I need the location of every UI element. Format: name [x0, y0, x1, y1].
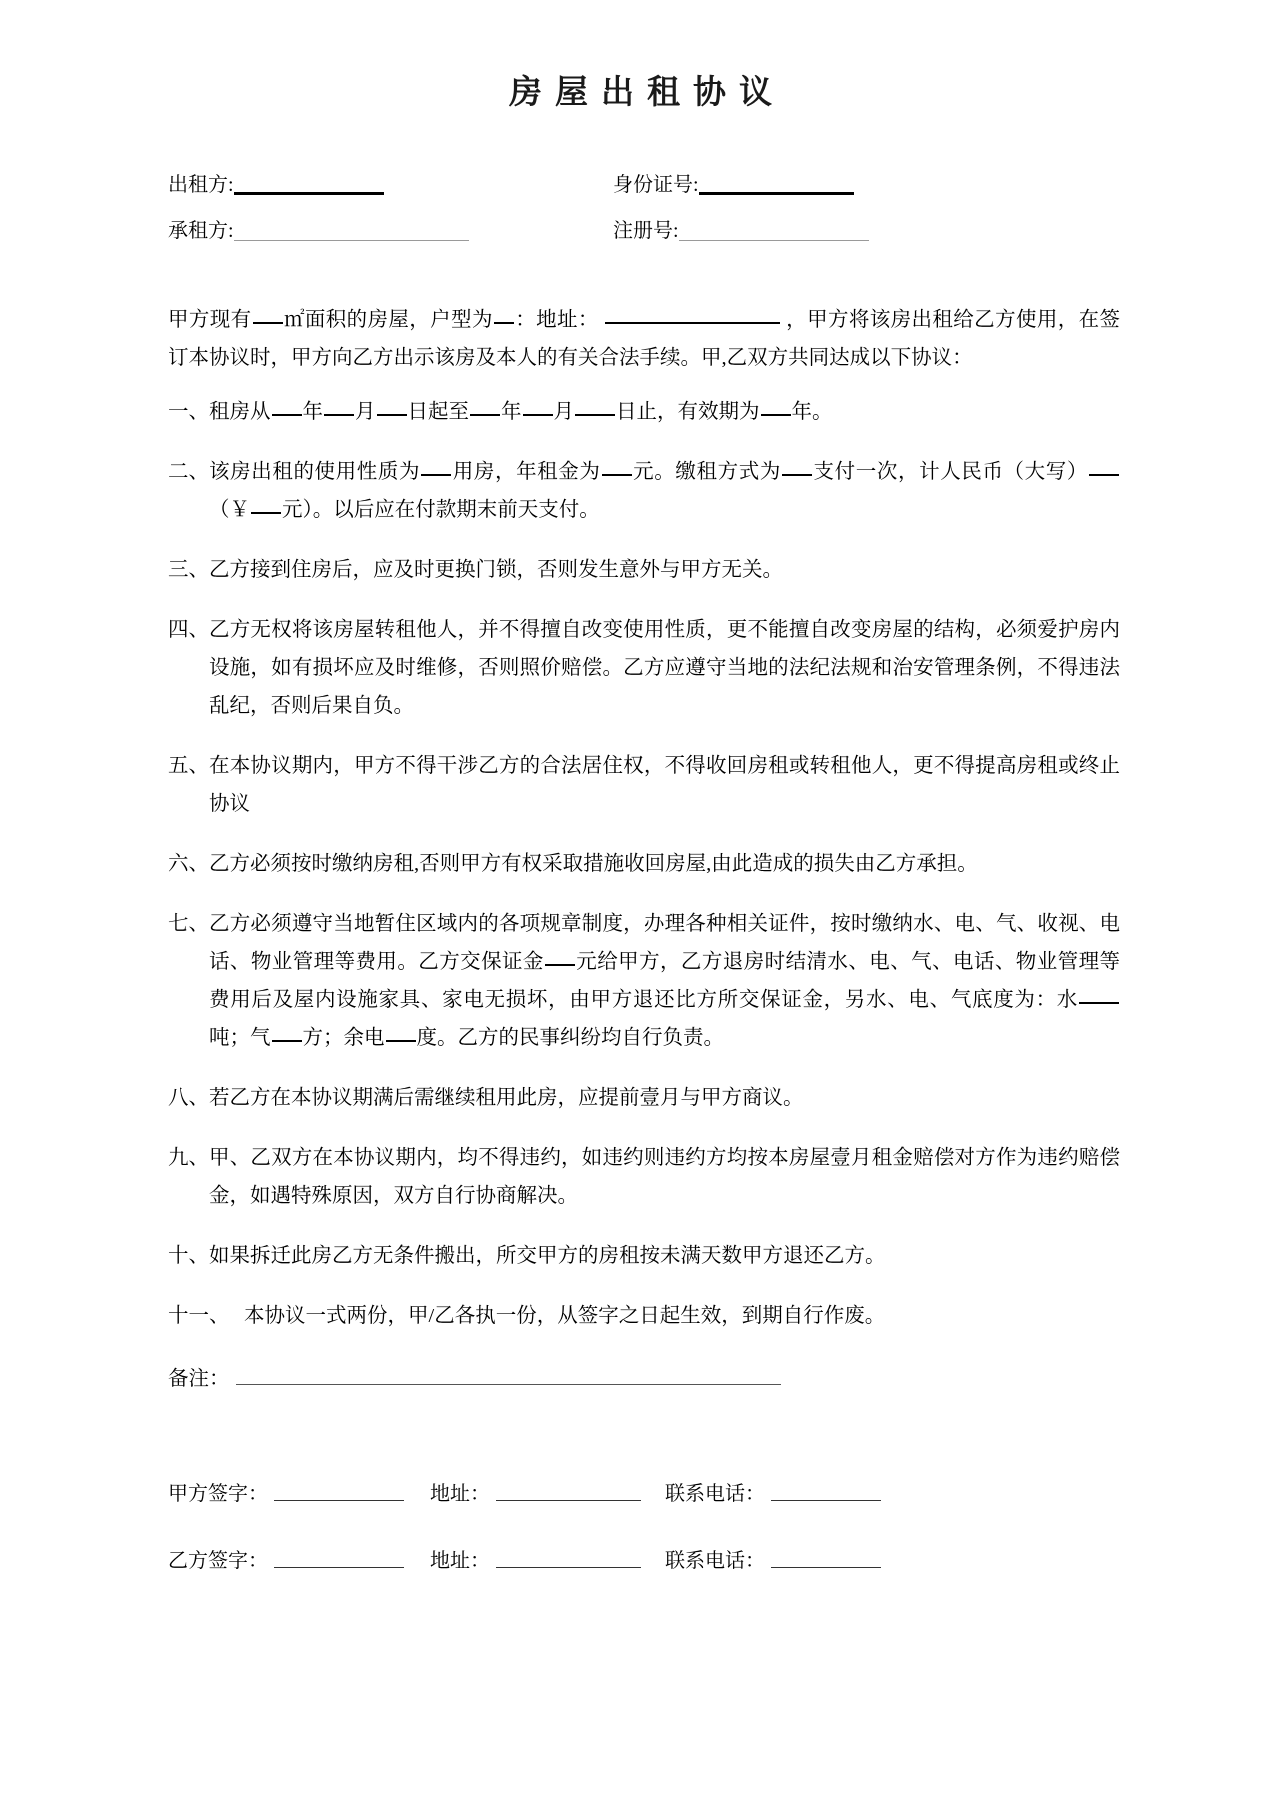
clause-text: 吨；气 — [209, 1027, 271, 1049]
gas-meter-blank[interactable] — [272, 1040, 302, 1042]
clause-number: 九、 — [168, 1147, 209, 1169]
party-a-phone-label: 联系电话： — [665, 1483, 765, 1505]
lessor-input-rule[interactable] — [234, 191, 384, 195]
clause-body — [209, 905, 1120, 1057]
party-a-phone-field — [665, 1477, 881, 1506]
payment-method-blank[interactable] — [782, 474, 812, 476]
party-b-address-rule[interactable] — [496, 1566, 641, 1568]
clause-body: 若乙方在本协议期满后需继续租用此房，应提前壹月与甲方商议。 — [209, 1087, 804, 1109]
lessor-label: 出租方: — [168, 174, 234, 196]
party-b-signature-label: 乙方签字： — [168, 1550, 268, 1572]
clause-item-1 — [168, 393, 1120, 431]
clause-number: 七、 — [168, 913, 209, 935]
clause-text: 元给甲方，乙方退房时结清水、电、气、电话、物业管理等费用后及屋内设施家具、家电无损坏，由甲方退还比方所交保证金，另水、电、气底度为：水 — [209, 951, 1121, 1011]
party-b-signature-field — [168, 1544, 430, 1573]
clause-item-3 — [168, 551, 1120, 589]
document-content — [0, 175, 1280, 1573]
registration-number-label: 注册号: — [613, 220, 679, 242]
clause-text: 年 — [501, 401, 522, 423]
clause-number: 八、 — [168, 1087, 209, 1109]
party-b-phone-label: 联系电话： — [665, 1550, 765, 1572]
clause-item-4 — [168, 611, 1120, 725]
party-b-signature-rule[interactable] — [274, 1566, 404, 1568]
clause-text: 该房出租的使用性质为 — [209, 461, 421, 483]
clause-body: 在本协议期内，甲方不得干涉乙方的合法居住权，不得收回房租或转租他人，更不得提高房租或终止协议 — [209, 755, 1120, 815]
end-year-blank[interactable] — [470, 414, 500, 416]
party-b-phone-field — [665, 1544, 881, 1573]
party-info-block — [168, 175, 1120, 241]
clause-item-5 — [168, 747, 1120, 823]
intro-segment-2: ㎡面积的房屋，户型为 — [283, 309, 493, 331]
clause-text: 乙方必须遵守当地暂住区域内的各项规章制度，办理各种相关证件，按时缴纳水、电、气、收视、电话、物业管理等费用。乙方交保证金 — [209, 913, 1120, 973]
clause-number: 十、 — [168, 1245, 209, 1267]
clause-number: 一、 — [168, 401, 209, 423]
lessee-field — [168, 221, 613, 241]
party-a-signature-field — [168, 1477, 430, 1506]
clause-text: 日起至 — [407, 401, 469, 423]
area-blank[interactable] — [253, 322, 283, 324]
clause-item-10 — [168, 1237, 1120, 1275]
house-type-blank[interactable] — [494, 322, 514, 324]
clause-list — [168, 393, 1120, 1335]
clause-body — [209, 393, 1120, 431]
clause-body — [209, 453, 1120, 529]
clause-text: 元）。以后应在付款期末前天支付。 — [282, 499, 600, 521]
clause-item-9 — [168, 1139, 1120, 1215]
clause-text: 元。缴租方式为 — [632, 461, 781, 483]
start-month-blank[interactable] — [324, 414, 354, 416]
signature-row-party-b — [168, 1544, 1120, 1573]
registration-number-input-rule[interactable] — [679, 239, 869, 241]
page-title: 房屋出租协议 — [509, 75, 785, 111]
clause-text: 度。乙方的民事纠纷均自行负责。 — [416, 1027, 724, 1049]
clause-body: 甲、乙双方在本协议期内，均不得违约，如违约则违约方均按本房屋壹月租金赔偿对方作为违约赔偿金，如遇特殊原因，双方自行协商解决。 — [209, 1147, 1120, 1207]
clause-text: 年。 — [791, 401, 833, 423]
clause-number: 二、 — [168, 461, 209, 483]
id-number-field — [613, 175, 854, 195]
intro-segment-4: ，甲方将该房出租给乙方使用，在签订本协议时，甲方向乙方出示该房及本人的有关合法手续。甲,乙双方共同达成以下协议： — [168, 309, 1121, 369]
clause-number: 十一、 — [168, 1305, 230, 1327]
id-number-label: 身份证号: — [613, 174, 699, 196]
party-row-2 — [168, 221, 1120, 241]
remark-input-rule[interactable] — [236, 1383, 781, 1385]
party-b-address-label: 地址： — [430, 1550, 490, 1572]
electricity-meter-blank[interactable] — [386, 1040, 416, 1042]
lessee-input-rule[interactable] — [234, 239, 469, 241]
clause-text: 租房从 — [209, 401, 271, 423]
intro-segment-1: 甲方现有 — [168, 309, 252, 331]
party-b-address-field — [430, 1544, 665, 1573]
usage-type-blank[interactable] — [421, 474, 451, 476]
clause-number: 三、 — [168, 559, 209, 581]
registration-number-field — [613, 221, 869, 241]
signature-block — [168, 1477, 1120, 1573]
party-a-phone-rule[interactable] — [771, 1499, 881, 1501]
end-day-blank[interactable] — [575, 414, 615, 416]
lessee-label: 承租方: — [168, 220, 234, 242]
clause-text: 月 — [355, 401, 376, 423]
signature-row-party-a — [168, 1477, 1120, 1506]
end-month-blank[interactable] — [523, 414, 553, 416]
address-blank[interactable] — [605, 322, 780, 324]
amount-words-blank[interactable] — [1089, 474, 1119, 476]
water-meter-blank[interactable] — [1079, 1002, 1119, 1004]
clause-body: 乙方接到住房后，应及时更换门锁，否则发生意外与甲方无关。 — [209, 559, 783, 581]
clause-text: （￥ — [209, 499, 250, 521]
party-a-address-rule[interactable] — [496, 1499, 641, 1501]
clause-item-7 — [168, 905, 1120, 1057]
party-a-signature-rule[interactable] — [274, 1499, 404, 1501]
duration-years-blank[interactable] — [761, 414, 791, 416]
clause-body: 本协议一式两份，甲/乙各执一份，从签字之日起生效，到期自行作废。 — [244, 1305, 886, 1327]
clause-text: 支付一次，计人民币（大写） — [812, 461, 1089, 483]
party-a-address-label: 地址： — [430, 1483, 490, 1505]
clause-item-8 — [168, 1079, 1120, 1117]
clause-item-6 — [168, 845, 1120, 883]
intro-segment-3: ：地址： — [514, 309, 599, 331]
start-day-blank[interactable] — [377, 414, 407, 416]
clause-text: 日止，有效期为 — [616, 401, 760, 423]
start-year-blank[interactable] — [272, 414, 302, 416]
clause-text: 方；余电 — [302, 1027, 385, 1049]
remark-label: 备注： — [168, 1368, 230, 1390]
clause-text: 月 — [553, 401, 574, 423]
clause-item-2 — [168, 453, 1120, 529]
clause-item-11 — [168, 1297, 1120, 1335]
clause-body: 如果拆迁此房乙方无条件搬出，所交甲方的房租按未满天数甲方退还乙方。 — [209, 1245, 886, 1267]
id-number-input-rule[interactable] — [699, 191, 854, 195]
party-b-phone-rule[interactable] — [771, 1566, 881, 1568]
party-a-signature-label: 甲方签字： — [168, 1483, 268, 1505]
deposit-blank[interactable] — [545, 964, 575, 966]
remark-field — [168, 1361, 1120, 1391]
clause-body: 乙方必须按时缴纳房租,否则甲方有权采取措施收回房屋,由此造成的损失由乙方承担。 — [209, 853, 978, 875]
clause-text: 用房，年租金为 — [452, 461, 601, 483]
clause-text: 年 — [302, 401, 323, 423]
clause-number: 六、 — [168, 853, 209, 875]
clause-number: 四、 — [168, 619, 209, 641]
clause-number: 五、 — [168, 755, 209, 777]
annual-rent-blank[interactable] — [602, 474, 632, 476]
party-row-1 — [168, 175, 1120, 195]
clause-body: 乙方无权将该房屋转租他人，并不得擅自改变使用性质，更不能擅自改变房屋的结构，必须爱护房内设施，如有损坏应及时维修，否则照价赔偿。乙方应遵守当地的法纪法规和治安管理条例，不得违法乱纪，否则后果自负。 — [209, 619, 1120, 717]
party-a-address-field — [430, 1477, 665, 1506]
amount-figures-blank[interactable] — [251, 512, 281, 514]
lessor-field — [168, 175, 613, 195]
intro-paragraph — [168, 301, 1120, 377]
